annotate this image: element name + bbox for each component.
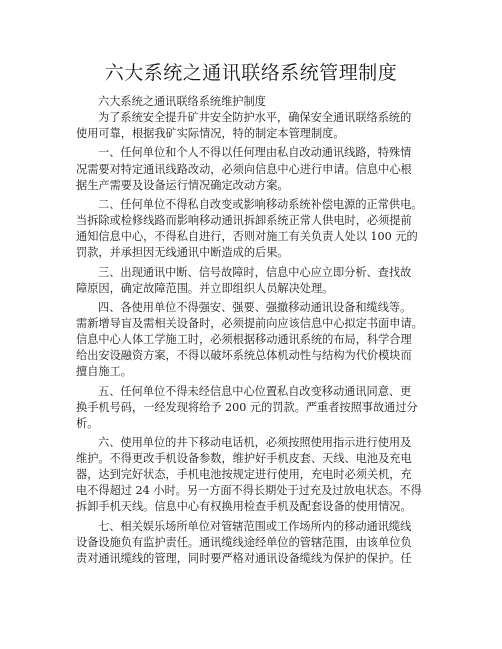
body-text-line: 一、任何单位和个人不得以任何理由私自改动通讯线路，特殊情 xyxy=(98,146,412,160)
body-text-line: 需新增导盲及需相关设备时，必须提前向应该信息中心拟定书面申请。 xyxy=(76,316,423,330)
body-text-line: 据生产需要及设备运行情况确定改动方案。 xyxy=(76,178,289,192)
body-text-line: 维护。不得更改手机设备参数，维护好手机皮套、天线、电池及充电 xyxy=(76,452,412,466)
body-text-line: 给出安设融资方案，不得以破坏系统总体机动性与结构为代价模块而 xyxy=(76,349,412,363)
body-text-line: 设备设施负有监护责任。通讯缆线途经单位的管辖范围，由该单位负 xyxy=(76,535,412,549)
body-text-line: 器，达到完好状态，手机电池按规定进行使用，充电时必须关机，充 xyxy=(76,468,412,482)
body-text-line: 析。 xyxy=(76,416,99,430)
body-text-line: 三、出现通讯中断、信号故障时，信息中心应立即分析、查找故 xyxy=(98,265,412,279)
body-text-line: 使用可靠，根据我矿实际情况，特的制定本管理制度。 xyxy=(76,127,345,141)
body-text-line: 五、任何单位不得未经信息中心位置私自改变移动通讯同意、更 xyxy=(98,384,412,398)
body-text-line: 擅自施工。 xyxy=(76,365,132,379)
body-text-line: 为了系统安全提升矿井安全防护水平，确保安全通讯联络系统的 xyxy=(98,111,412,125)
document-title: 六大系统之通讯联络系统管理制度 xyxy=(104,62,398,84)
body-text-line: 障原因，确定故障范围。并立即组织人员解决处理。 xyxy=(76,281,334,295)
body-text-line: 况需要对特定通讯线路改动，必须向信息中心进行申请。信息中心根 xyxy=(76,162,412,176)
body-text-line: 信息中心人体工学施工时，必须根据移动通讯系统的布局，科学合理 xyxy=(76,333,412,347)
body-text-line: 换手机号码，一经发现将给予 200 元的罚款。严重者按照事故通过分 xyxy=(76,400,418,414)
body-text-line: 当拆除或检修线路而影响移动通讯拆卸系统正常人供电时，必须提前 xyxy=(76,214,412,228)
body-text-line: 六大系统之通讯联络系统维护制度 xyxy=(98,95,266,108)
body-text-line: 电不得超过 24 小时。另一方面不得长期处于过充及过放电状态。不得 xyxy=(76,484,422,498)
body-text-line: 七、相关娱乐场所单位对管辖范围或工作场所内的移动通讯缆线 xyxy=(98,519,412,533)
body-text-line: 罚款，并承担因无线通讯中断造成的后果。 xyxy=(76,246,289,260)
body-text-line: 四、各使用单位不得强安、强要、强撤移动通讯设备和缆线等。 xyxy=(98,300,412,314)
body-text-line: 通知信息中心，不得私自进行，否则对施工有关负责人处以 100 元的 xyxy=(76,230,418,244)
body-text-line: 责对通讯缆线的管理，同时要严格对通讯设备缆线为保护的保护。任 xyxy=(76,551,412,565)
body-text-line: 拆卸手机天线。信息中心有权换用检查手机及配套设备的使用情况。 xyxy=(76,500,412,514)
document-body xyxy=(76,94,432,567)
body-text-line: 六、使用单位的井下移动电话机，必须按照使用指示进行使用及 xyxy=(98,436,412,449)
body-text-line: 二、任何单位不得私自改变或影响移动系统补偿电源的正常供电。 xyxy=(98,197,423,211)
